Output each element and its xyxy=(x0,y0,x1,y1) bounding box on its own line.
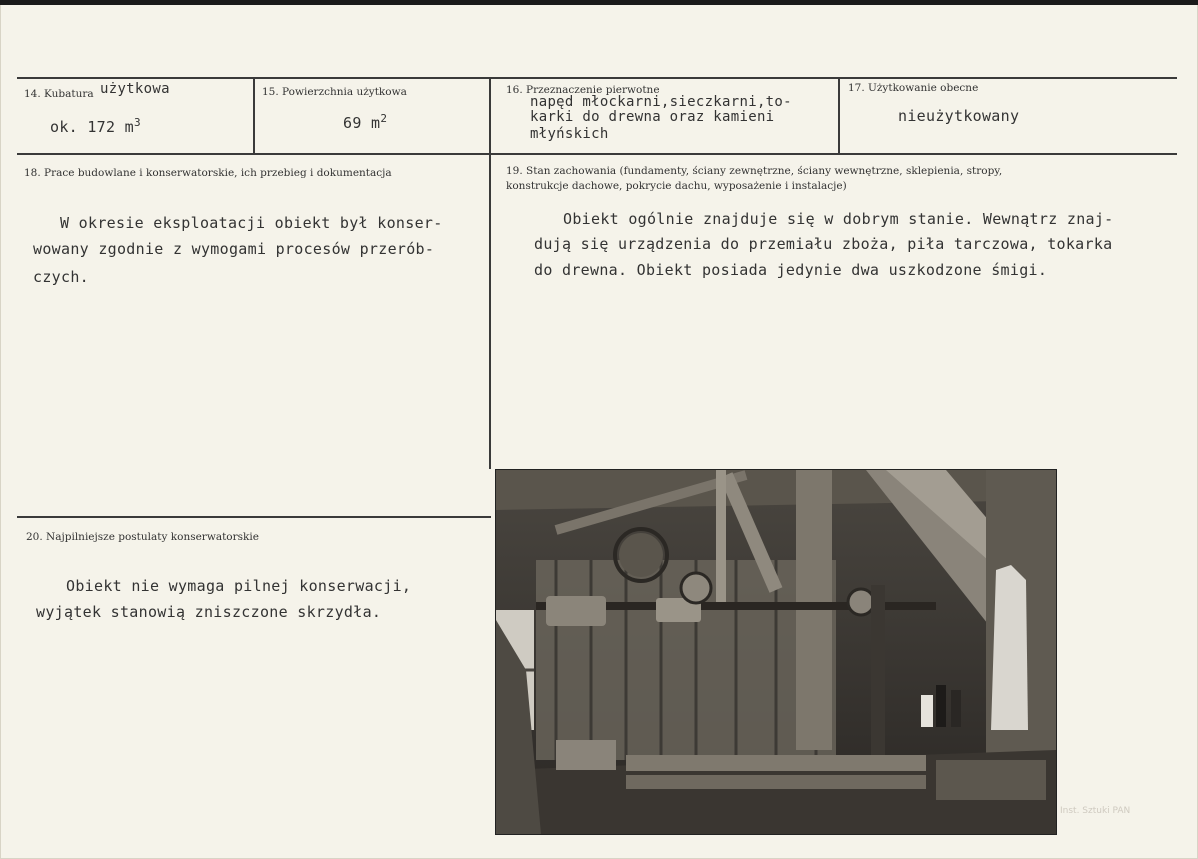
field-18-line-1: W okresie eksploatacji obiekt był konser- xyxy=(60,214,443,232)
rule-v1 xyxy=(253,77,255,155)
field-15-label: 15. Powierzchnia użytkowa xyxy=(262,86,407,98)
field-18-line-3: czych. xyxy=(33,268,89,286)
field-14-label-typed: użytkowa xyxy=(100,81,170,97)
field-18-label: 18. Prace budowlane i konserwatorskie, ich przebieg i dokumentacja xyxy=(24,167,392,179)
field-17-value: nieużytkowany xyxy=(898,107,1020,125)
field-16-label: 16. Przeznaczenie pierwotne xyxy=(506,84,660,96)
field-19-label-2: konstrukcje dachowe, pokrycie dachu, wyposażenie i instalacje) xyxy=(506,180,847,192)
field-17-label: 17. Użytkowanie obecne xyxy=(848,82,979,94)
mill-interior-photo xyxy=(495,469,1057,835)
top-edge xyxy=(0,0,1198,5)
field-19-line-2: dują się urządzenia do przemiału zboża, piła tarczowa, tokarka xyxy=(534,235,1113,253)
field-14-value: ok. 172 $m^3$ xyxy=(50,116,141,136)
field-18-line-2: wowany zgodnie z wymogami procesów przerób- xyxy=(33,240,435,258)
rule-row2-bottom xyxy=(17,516,491,518)
rule-top xyxy=(17,77,1177,79)
field-19-label-1: 19. Stan zachowania (fundamenty, ściany zewnętrzne, ściany wewnętrzne, sklepienia, stropy, xyxy=(506,165,1003,177)
field-19-line-1: Obiekt ogólnie znajduje się w dobrym stanie. Wewnątrz znaj- xyxy=(563,210,1114,228)
field-16-line-1: napęd młockarni,sieczkarni,to- xyxy=(530,94,792,110)
field-15-value: 69 $m^2$ xyxy=(343,112,388,132)
field-14-label: 14. Kubatura xyxy=(24,88,94,100)
field-20-label: 20. Najpilniejsze postulaty konserwatorskie xyxy=(26,531,259,543)
mill-interior-drawing xyxy=(496,470,1056,834)
field-20-line-1: Obiekt nie wymaga pilnej konserwacji, xyxy=(66,577,412,595)
archive-stamp: Inst. Sztuki PAN xyxy=(1060,806,1131,816)
field-19-line-3: do drewna. Obiekt posiada jedynie dwa uszkodzone śmigi. xyxy=(534,261,1048,279)
field-20-line-2: wyjątek stanowią zniszczone skrzydła. xyxy=(36,603,382,621)
field-16-line-3: młyńskich xyxy=(530,126,609,142)
field-14-unit-exponent: 3 xyxy=(133,116,141,129)
rule-v3 xyxy=(838,77,840,155)
field-16-line-2: karki do drewna oraz kamieni xyxy=(530,109,775,125)
rule-row1-bottom xyxy=(17,153,1177,155)
field-15-unit-exponent: 2 xyxy=(380,112,388,125)
rule-v2 xyxy=(489,77,491,469)
